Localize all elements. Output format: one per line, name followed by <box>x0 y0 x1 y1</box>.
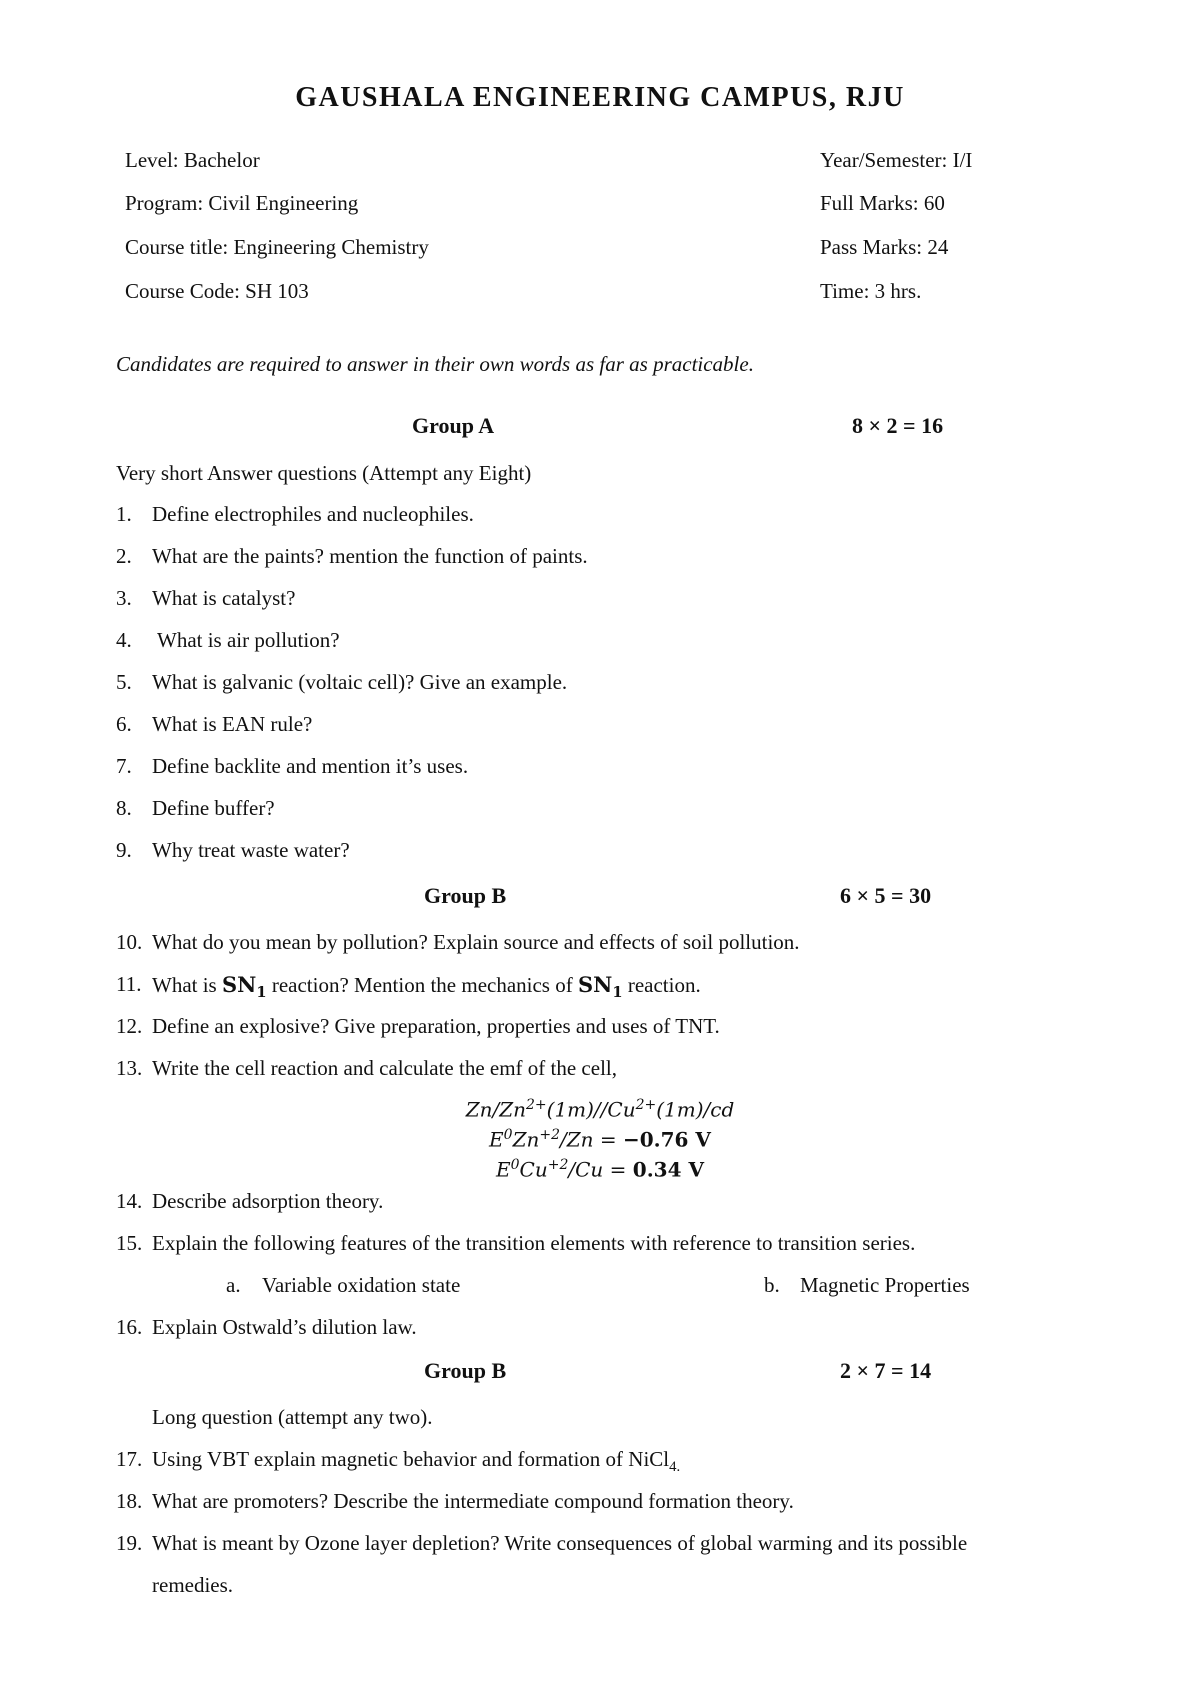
question-number: 15. <box>116 1231 143 1255</box>
question-text: Explain Ostwald’s dilution law. <box>152 1315 417 1339</box>
group-a-subtitle: Very short Answer questions (Attempt any Eight) <box>116 461 532 485</box>
question-text: Describe adsorption theory. <box>152 1189 384 1213</box>
course-code-label: Course Code: SH 103 <box>125 279 309 303</box>
question-text: What is catalyst? <box>152 586 296 610</box>
question-text: What are promoters? Describe the intermediate compound formation theory. <box>152 1489 794 1513</box>
question-number: 7. <box>116 754 132 778</box>
question-number: 4. <box>116 628 132 652</box>
instruction-text: Candidates are required to answer in their own words as far as practicable. <box>116 352 754 376</box>
question-text: Using VBT explain magnetic behavior and formation of NiCl$_{4.}$ <box>152 1447 681 1476</box>
question-number: 10. <box>116 930 143 954</box>
question-text: What is EAN rule? <box>152 712 313 736</box>
question-text: Define an explosive? Give preparation, properties and uses of TNT. <box>152 1014 720 1038</box>
program-label: Program: Civil Engineering <box>125 191 359 215</box>
group-a-marks: 8 × 2 = 16 <box>852 413 944 438</box>
question-text: What are the paints? mention the function of paints. <box>152 544 588 568</box>
group-c-marks: 2 × 7 = 14 <box>840 1358 932 1383</box>
pass-marks-label: Pass Marks: 24 <box>820 235 949 259</box>
question-text: Explain the following features of the transition elements with reference to transition series. <box>152 1231 916 1255</box>
question-number: 3. <box>116 586 132 610</box>
question-text-continued: remedies. <box>152 1573 234 1597</box>
group-c-title: Group B <box>424 1358 507 1383</box>
question-number: 11. <box>116 972 142 996</box>
level-label: Level: Bachelor <box>125 148 260 172</box>
time-label: Time: 3 hrs. <box>820 279 922 303</box>
question-number: 2. <box>116 544 132 568</box>
page-title: GAUSHALA ENGINEERING CAMPUS, RJU <box>295 82 905 113</box>
group-a-title: Group A <box>412 413 495 438</box>
year-semester-label: Year/Semester: I/I <box>820 148 973 172</box>
subquestion-text: Magnetic Properties <box>800 1273 970 1297</box>
subquestion-letter: b. <box>764 1273 780 1297</box>
group-b-marks: 6 × 5 = 30 <box>840 883 932 908</box>
question-number: 16. <box>116 1315 143 1339</box>
zinc-potential-equation: $E^0Zn^{+2}/Zn = -0.76$ V <box>489 1127 711 1152</box>
question-text: What do you mean by pollution? Explain source and effects of soil pollution. <box>152 930 800 954</box>
question-number: 8. <box>116 796 132 820</box>
question-number: 14. <box>116 1189 143 1213</box>
question-text: Why treat waste water? <box>152 838 350 862</box>
question-number: 18. <box>116 1489 143 1513</box>
question-number: 6. <box>116 712 132 736</box>
question-text: What is meant by Ozone layer depletion? Write consequences of global warming and its possible <box>152 1531 968 1555</box>
course-title-label: Course title: Engineering Chemistry <box>125 235 429 259</box>
question-text: What is galvanic (voltaic cell)? Give an example. <box>152 670 568 694</box>
question-number: 17. <box>116 1447 143 1471</box>
subquestion-letter: a. <box>226 1273 241 1297</box>
question-number: 19. <box>116 1531 143 1555</box>
full-marks-label: Full Marks: 60 <box>820 191 945 215</box>
question-text: What is $SN_1$ reaction? Mention the mechanics of $SN_1$ reaction. <box>152 972 701 1002</box>
question-text: Write the cell reaction and calculate the emf of the cell, <box>152 1056 617 1080</box>
subquestion-text: Variable oxidation state <box>262 1273 461 1297</box>
question-number: 1. <box>116 502 132 526</box>
group-b-title: Group B <box>424 883 507 908</box>
question-text: Define buffer? <box>152 796 275 820</box>
cell-equation: $Zn/Zn^{2+}(1m)//Cu^{2+}(1m)/cd$ <box>465 1097 735 1122</box>
group-c-subtitle: Long question (attempt any two). <box>152 1405 433 1429</box>
question-number: 12. <box>116 1014 143 1038</box>
question-number: 13. <box>116 1056 143 1080</box>
question-text: Define electrophiles and nucleophiles. <box>152 502 474 526</box>
question-number: 9. <box>116 838 132 862</box>
question-number: 5. <box>116 670 132 694</box>
question-text: Define backlite and mention it’s uses. <box>152 754 469 778</box>
question-text: What is air pollution? <box>157 628 340 652</box>
copper-potential-equation: $E^0Cu^{+2}/Cu = 0.34$ V <box>496 1157 704 1182</box>
